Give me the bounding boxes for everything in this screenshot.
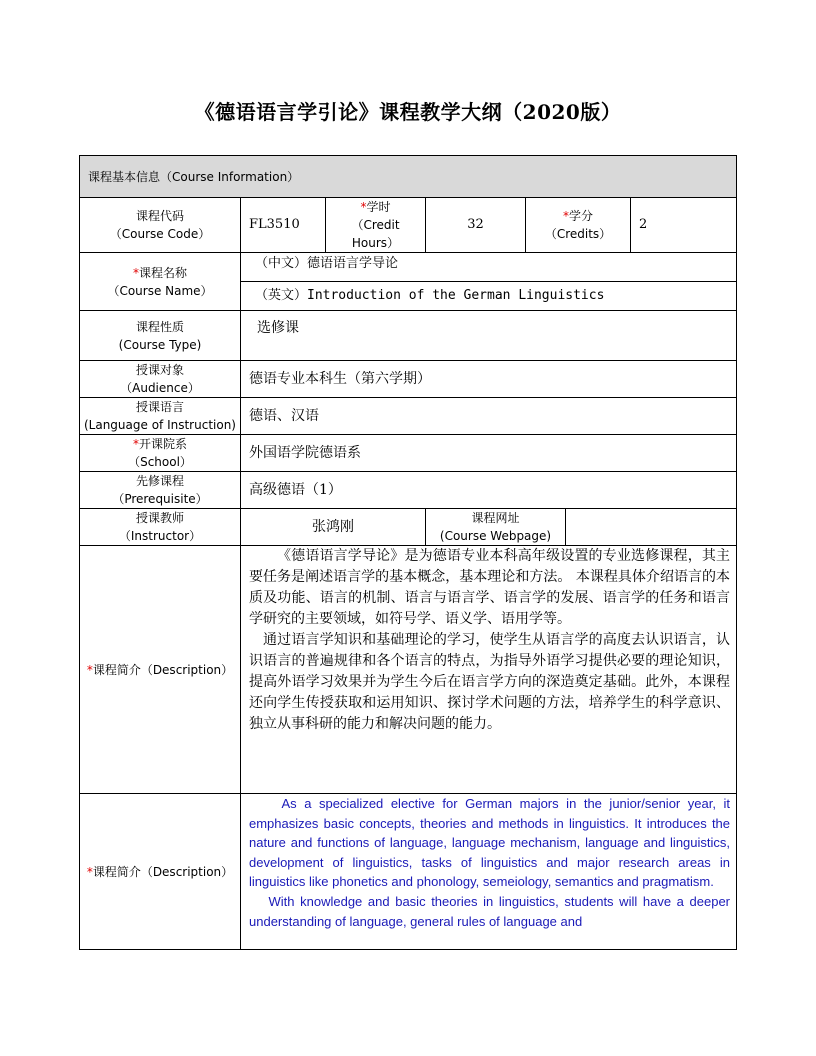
course-name-en: （英文）Introduction of the German Linguistics — [241, 282, 737, 311]
webpage-value — [566, 509, 737, 546]
description-cn-label: *课程简介（Description） — [80, 546, 241, 794]
description-en-label: *课程简介（Description） — [80, 794, 241, 950]
audience-value: 德语专业本科生（第六学期） — [241, 361, 737, 398]
audience-label: 授课对象 （Audience） — [80, 361, 241, 398]
description-en-para2: With knowledge and basic theories in linguistics, students will have a deeper understanding of language, general rules of language and — [249, 893, 731, 929]
webpage-label: 课程网址 (Course Webpage) — [426, 509, 566, 546]
language-label: 授课语言 (Language of Instruction) — [80, 398, 241, 435]
course-info-table — [79, 155, 737, 950]
course-name-label: *课程名称 （Course Name） — [80, 253, 241, 311]
school-value: 外国语学院德语系 — [241, 435, 737, 472]
instructor-value: 张鸿刚 — [241, 509, 426, 546]
hours-label: *学时 （Credit Hours） — [326, 198, 426, 253]
description-cn-para1: 《德语语言学导论》是为德语专业本科高年级设置的专业选修课程，其主要任务是阐述语言学的基本概念，基本理论和方法。 本课程具体介绍语言的本质及功能、语言的机制、语言与语言学、语言学的发展、语言学的任务和语言学研究的主要领域，如符号学、语义学、语用学等。 — [249, 548, 731, 627]
course-code-label: 课程代码 （Course Code） — [80, 198, 241, 253]
hours-value: 32 — [426, 198, 526, 253]
language-value: 德语、汉语 — [241, 398, 737, 435]
course-name-cn: （中文）德语语言学导论 — [241, 253, 737, 282]
instructor-label: 授课教师 （Instructor） — [80, 509, 241, 546]
page-title: 《德语语言学引论》课程教学大纲（2020版） — [194, 100, 622, 124]
description-en-para1: As a specialized elective for German majors in the junior/senior year, it emphasizes basic concepts, theories and methods in linguistics. It introduces the nature and functions of language, language mechanism, language and linguistics, development of linguistics, tasks of linguistics and major research areas in linguistics like phonetics and phonology, semeiology, semantics and pragmatism. — [249, 796, 731, 890]
course-type-label: 课程性质 (Course Type) — [80, 311, 241, 361]
course-code-value: FL3510 — [241, 198, 326, 253]
credits-value: 2 — [631, 198, 737, 253]
school-label: *开课院系 （School） — [80, 435, 241, 472]
description-en-text — [241, 794, 737, 950]
section-header: 课程基本信息（Course Information） — [80, 156, 737, 198]
prerequisite-value: 高级德语（1） — [241, 472, 737, 509]
course-type-value: 选修课 — [241, 311, 737, 361]
prerequisite-label: 先修课程 （Prerequisite） — [80, 472, 241, 509]
credits-label: *学分 （Credits） — [526, 198, 631, 253]
description-cn-para2: 通过语言学知识和基础理论的学习，使学生从语言学的高度去认识语言，认识语言的普遍规律和各个语言的特点，为指导外语学习提供必要的理论知识，提高外语学习效果并为学生今后在语言学方向的深造奠定基础。此外，本课程还向学生传授获取和运用知识、探讨学术问题的方法，培养学生的科学意识、独立从事科研的能力和解决问题的能力。 — [249, 632, 731, 732]
description-cn-text — [241, 546, 737, 794]
